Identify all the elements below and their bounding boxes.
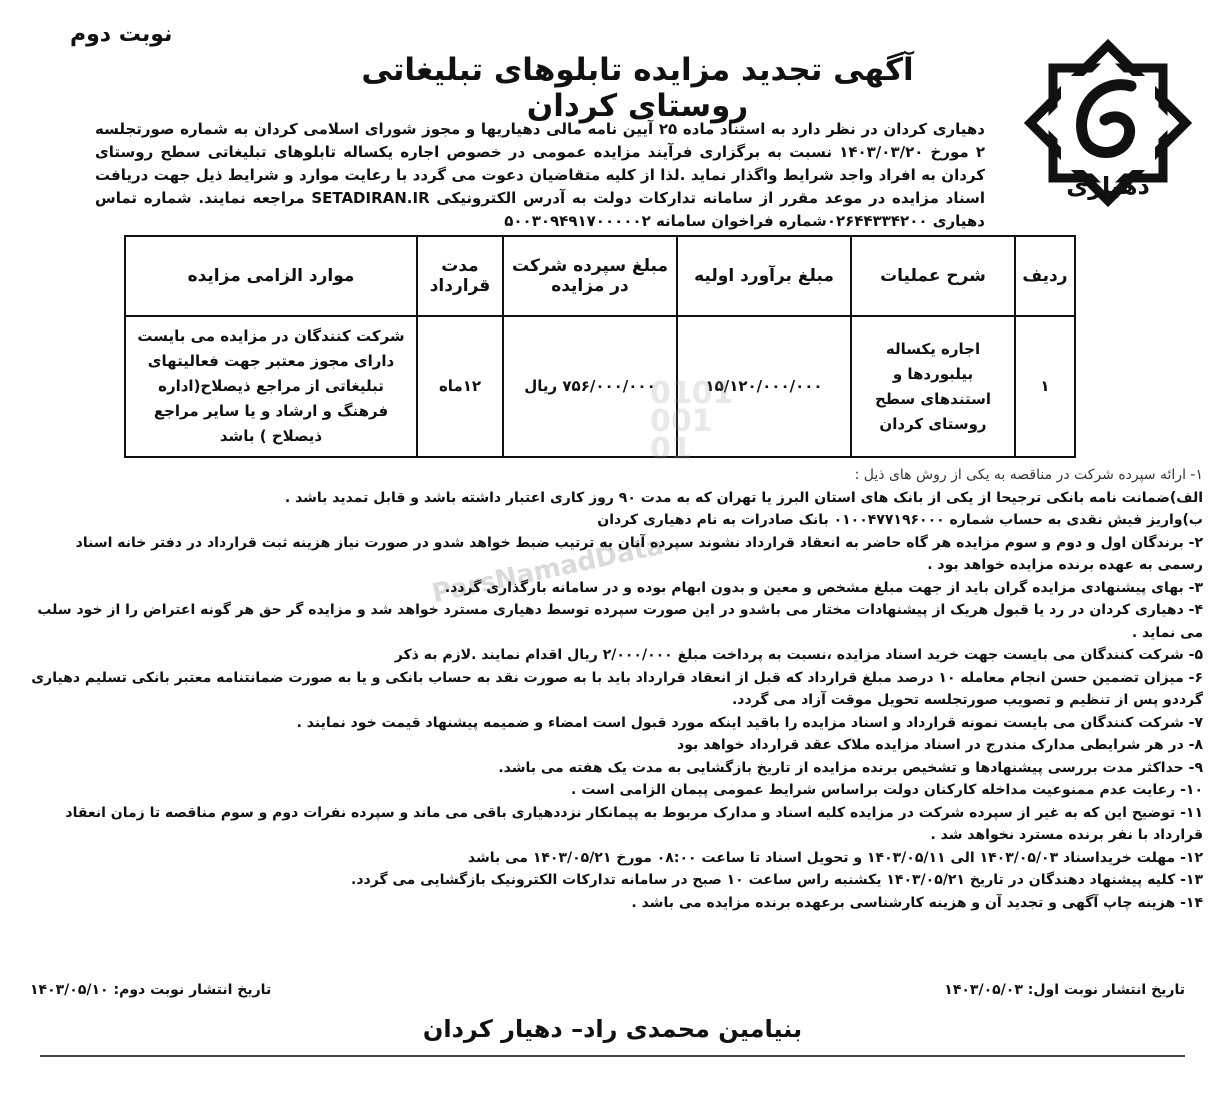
list-item: ۵- شرکت کنندگان می بایست جهت خرید اسناد مزایده ،نسبت به پرداخت مبلغ ۲/۰۰۰/۰۰۰ ریال اقدام نمایند .لازم به ذکر [394,647,1203,663]
signature: بنیامین محمدی راد– دهیار کردان [422,1015,803,1043]
cell-deposit: ۷۵۶/۰۰۰/۰۰۰ ریال [503,316,677,457]
list-item: ۱- ارائه سپرده شرکت در مناقصه به یکی از روش های ذیل : [854,467,1203,483]
list-item: ۱۱- توضیح این که به غیر از سپرده شرکت در مزایده کلیه اسناد و مدارک مربوط به پیمانکار نزددهیاری باقی می ماند و سپرده نفرات دوم و سوم مناقصه تا زمان انعقاد قرارداد با نفر برنده مسترد نخواهد شد . [65,804,1203,843]
conditions-list [30,464,1203,914]
header-estimate: مبلغ برآورد اولیه [677,236,851,316]
list-item: ب)واریز فیش نقدی به حساب شماره ۰۱۰۰۴۷۷۱۹۶۰۰۰ بانک صادرات به نام دهیاری کردان [597,512,1203,528]
cell-description: اجاره یکساله بیلبوردها و استندهای سطح روستای کردان [851,316,1015,457]
cell-estimate: ۱۵/۱۲۰/۰۰۰/۰۰۰ [677,316,851,457]
list-item: ۶- میزان تضمین حسن انجام معامله ۱۰ درصد مبلغ قرارداد که قبل از انعقاد قرارداد باید با به صورت نقد به حساب بانکی و یا به صورت ضمانتنامه معتبر بانکی تسلیم دهیاری گرددو پس از تنظیم و تصویب صورتجلسه تحویل موقت آزاد می گردد. [31,669,1203,708]
list-item: ۹- حداکثر مدت بررسی پیشنهادها و تشخیص برنده مزایده از تاریخ بازگشایی به مدت یک هفته می باشد. [498,759,1203,776]
cell-duration: ۱۲ماه [417,316,503,457]
cell-requirements: شرکت کنندگان در مزایده می بایست دارای مجوز معتبر جهت فعالیتهای تبلیغاتی از مراجع ذیصلاح(اداره فرهنگ و ارشاد و یا سایر مراجع ذیصلاح ) باشد [125,316,417,457]
header-duration: مدت قرارداد [417,236,503,316]
header-description: شرح عملیات [851,236,1015,316]
tender-table [124,235,1076,458]
round-label: نوبت دوم [70,22,173,47]
watermark-digits: 0101 001 01 [650,376,734,467]
list-item: ۲- برندگان اول و دوم و سوم مزایده هر گاه حاضر به انعقاد قرارداد نشوند سپرده آنان به ترتیب ضبط خواهد شدو در صورت نیاز هزینه ثبت قرارداد در دفتر خانه اسناد رسمی به عهده برنده مزایده خواهد بود . [75,534,1203,573]
divider [40,1055,1185,1057]
publication-date-first: تاریخ انتشار نوبت اول: ۱۴۰۳/۰۵/۰۳ [944,982,1185,998]
list-item: ۴- دهیاری کردان در رد یا قبول هریک از پیشنهادات مختار می باشدو در این صورت سپرده توسط دهیاری مسترد خواهد شد و مزایده گر حق هر گونه اعتراض را از خود سلب می نماید . [37,602,1203,641]
list-item: ۱۴- هزینه چاپ آگهی و تجدید آن و هزینه کارشناسی برعهده برنده مزایده می باشد . [631,894,1203,911]
header-deposit: مبلغ سپرده شرکت در مزایده [503,236,677,316]
list-item: الف)ضمانت نامه بانکی ترجیحا از یکی از بانک های استان البرز یا تهران که به مدت ۹۰ روز کاری اعتبار داشته باشد و قابل تمدید باشد . [284,489,1203,506]
header-row-number: ردیف [1015,236,1075,316]
intro-paragraph: دهیاری کردان در نظر دارد به استناد ماده ۲۵ آیین نامه مالی دهیاریها و مجوز شورای اسلامی کردان به شماره صورتجلسه ۲ مورخ ۱۴۰۳/۰۳/۲۰ نسبت به برگزاری فرآیند مزایده عمومی در خصوص اجاره یکساله تابلوهای تبلیغاتی سطح روستای کردان به افراد واجد شرایط واگذار نماید .لذا از کلیه متقاضیان دعوت می گردد با رعایت موارد و شرایط ذیل جهت دریافت اسناد مزایده در موعد مقرر از سامانه تدارکات دولت به آدرس الکترونیکی SETADIRAN.IR مراجعه نمایند. شماره تماس دهیاری ۰۲۶۴۴۳۳۴۲۰۰شماره فراخوان سامانه ۵۰۰۳۰۹۴۹۱۷۰۰۰۰۰۲ [95,120,986,230]
header-requirements: موارد الزامی مزایده [125,236,417,316]
publication-date-second: تاریخ انتشار نوبت دوم: ۱۴۰۳/۰۵/۱۰ [30,982,272,998]
list-item: ۱۳- کلیه پیشنهاد دهندگان در تاریخ ۱۴۰۳/۰۵/۲۱ یکشنبه راس ساعت ۱۰ صبح در سامانه تدارکات الکترونیک بازگشایی می گردد. [351,872,1203,888]
logo-text: دهیاری [1066,172,1150,200]
list-item: ۸- در هر شرایطی مدارک مندرج در اسناد مزایده ملاک عقد قرارداد خواهد بود [677,737,1203,753]
list-item: ۱۲- مهلت خریداسناد ۱۴۰۳/۰۵/۰۳ الی ۱۴۰۳/۰۵/۱۱ و تحویل اسناد تا ساعت ۰۸:۰۰ مورخ ۱۴۰۳/۰۵/۲۱ می باشد [467,849,1203,866]
list-item: ۳- بهای پیشنهادی مزایده گران باید از جهت مبلغ مشخص و معین و بدون ابهام بوده و در سامانه بارگذاری گردد. [444,579,1203,596]
notice-title: آگهی تجدید مزایده تابلوهای تبلیغاتی روستای کردان [361,52,914,124]
cell-row-number: ۱ [1015,316,1075,457]
watermark: ParsNamadData [429,530,667,610]
list-item: ۷- شرکت کنندگان می بایست نمونه قرارداد و اسناد مزایده را باقید اینکه مورد قبول است امضاء و ضمیمه پیشنهاد قیمت خود نمایند . [296,714,1203,731]
table-header-row [125,236,1075,316]
dehyari-logo-icon [1013,28,1203,218]
list-item: ۱۰- رعایت عدم ممنوعیت مداخله کارکنان دولت براساس شرایط عمومی پیمان الزامی است . [571,782,1203,798]
table-row [125,316,1075,457]
